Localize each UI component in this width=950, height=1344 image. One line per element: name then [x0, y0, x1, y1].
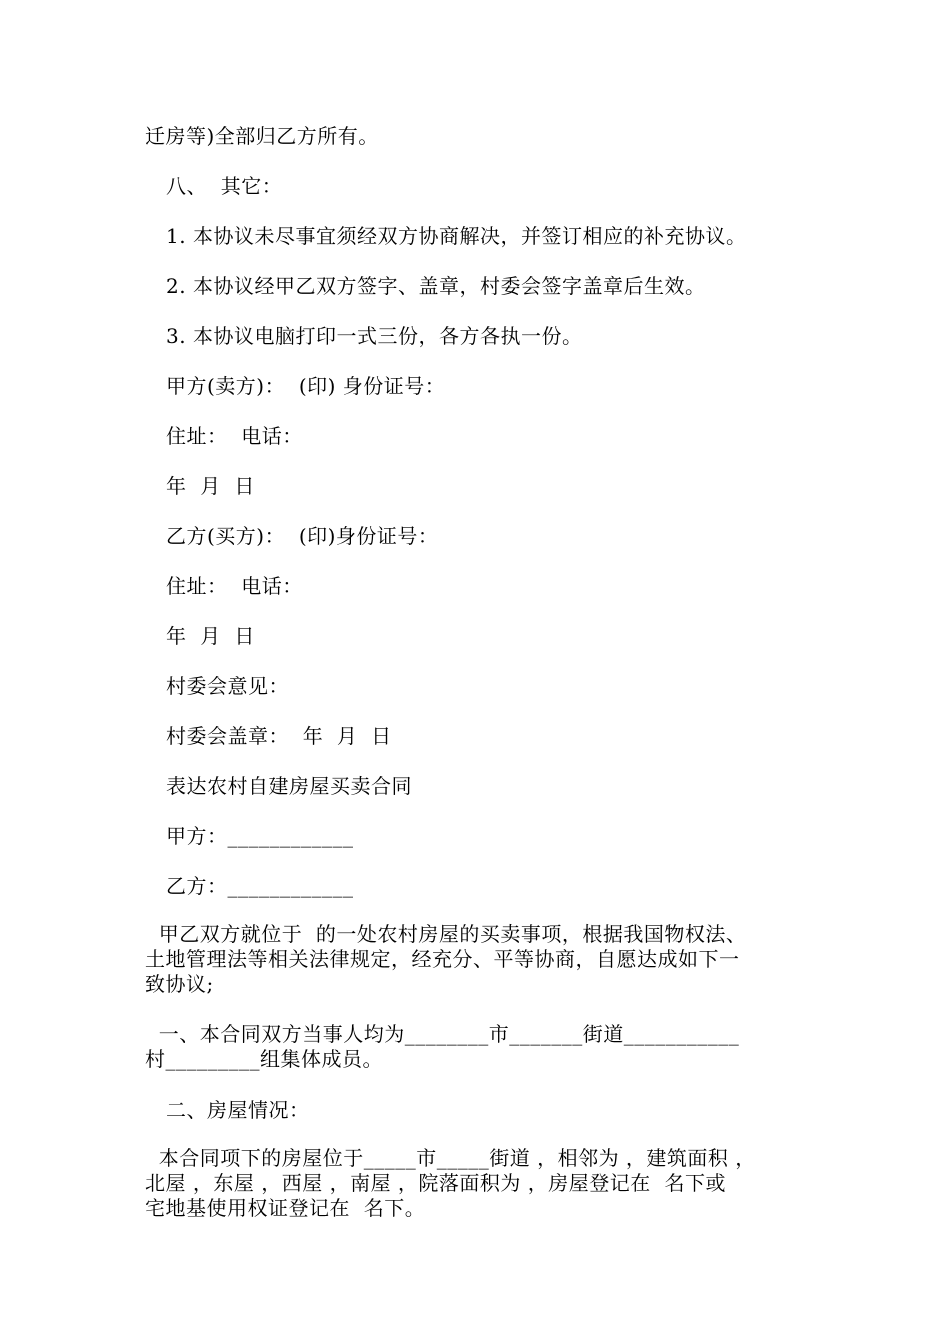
- document-title: 表达农村自建房屋买卖合同: [166, 774, 412, 798]
- address-field: 住址： 电话：: [166, 574, 303, 598]
- section-heading: 八、 其它：: [166, 174, 283, 198]
- text-line: 本合同项下的房屋位于_____市_____街道 ，相邻为 ，建筑面积 ，: [145, 1146, 756, 1170]
- party-a-field: 甲方：____________: [166, 824, 354, 848]
- opinion-field: 村委会意见：: [166, 674, 289, 698]
- text-line: 村_________组集体成员。: [145, 1047, 383, 1071]
- signature-field: 甲方(卖方)： (印) 身份证号：: [166, 374, 446, 398]
- seal-field: 村委会盖章： 年 月 日: [166, 724, 392, 748]
- list-item: 3. 本协议电脑打印一式三份，各方各执一份。: [166, 324, 583, 348]
- paragraph: [145, 1022, 815, 1072]
- paragraph: [145, 1146, 815, 1221]
- text-line: 一、本合同双方当事人均为________市_______街道___________: [145, 1022, 740, 1046]
- text-line: 宅地基使用权证登记在 名下。: [145, 1196, 426, 1220]
- text-line: 北屋 ，东屋 ，西屋 ，南屋 ，院落面积为 ，房屋登记在 名下或: [145, 1171, 727, 1195]
- section-heading: 二、房屋情况：: [166, 1098, 310, 1122]
- date-field: 年 月 日: [166, 474, 255, 498]
- signature-field: 乙方(买方)： (印)身份证号：: [166, 524, 439, 548]
- text-line: 土地管理法等相关法律规定，经充分、平等协商，自愿达成如下一: [145, 947, 740, 971]
- party-b-field: 乙方：____________: [166, 874, 354, 898]
- date-field: 年 月 日: [166, 624, 255, 648]
- text-line: 迁房等)全部归乙方所有。: [145, 124, 379, 148]
- list-item: 1. 本协议未尽事宜须经双方协商解决，并签订相应的补充协议。: [166, 224, 747, 248]
- text-line: 甲乙双方就位于 的一处农村房屋的买卖事项，根据我国物权法、: [145, 922, 747, 946]
- list-item: 2. 本协议经甲乙双方签字、盖章，村委会签字盖章后生效。: [166, 274, 706, 298]
- paragraph: [145, 922, 815, 997]
- address-field: 住址： 电话：: [166, 424, 303, 448]
- text-line: 致协议;: [145, 972, 214, 996]
